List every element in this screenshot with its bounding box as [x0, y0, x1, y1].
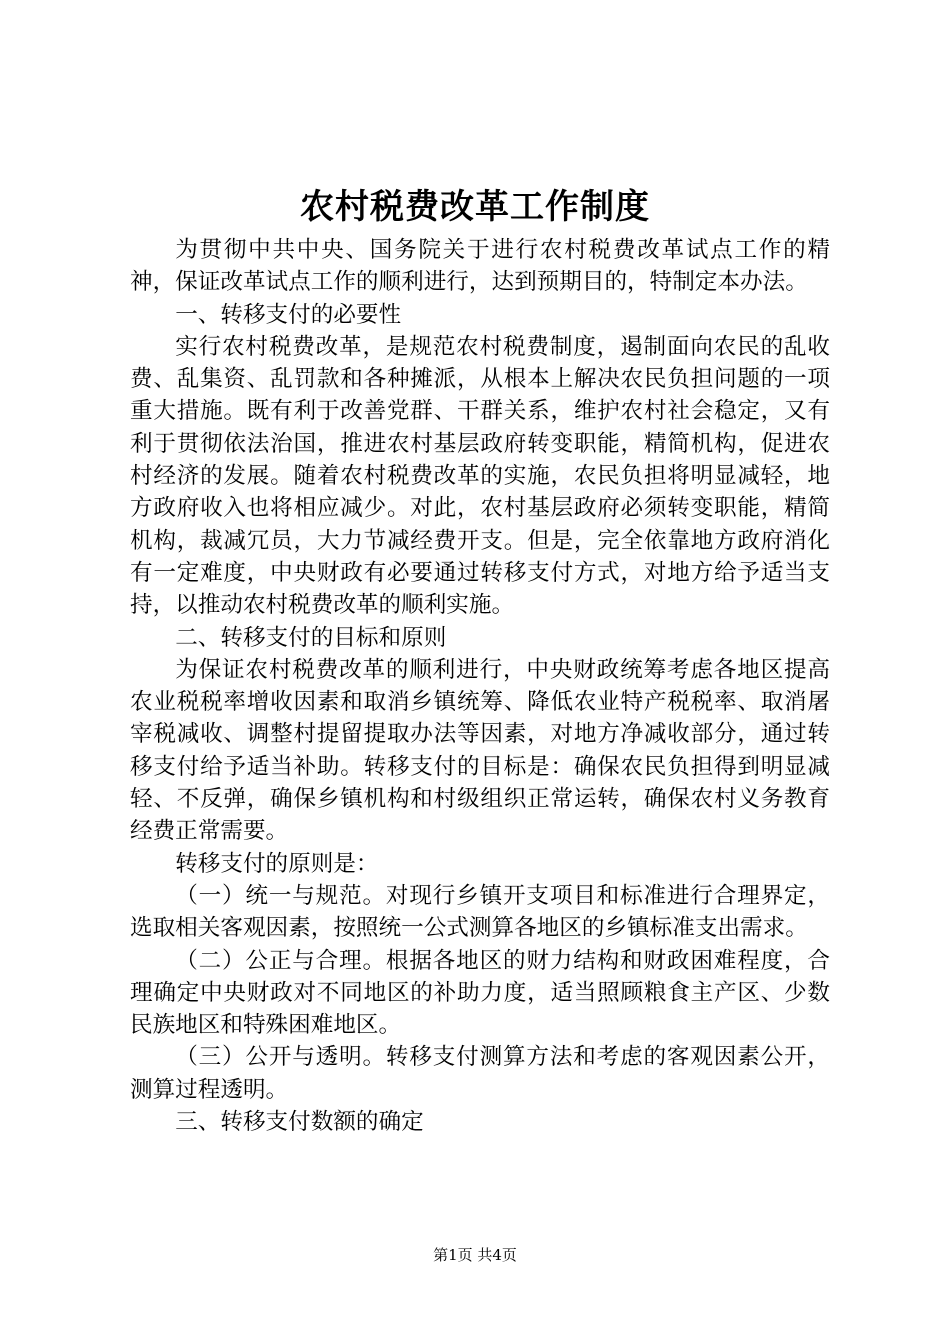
section-heading-3: 三、转移支付数额的确定 — [175, 1109, 424, 1136]
paragraph-principles-intro: 转移支付的原则是： — [175, 850, 379, 877]
section-heading-2: 二、转移支付的目标和原则 — [175, 624, 447, 651]
paragraph-goals: 为保证农村税费改革的顺利进行，中央财政统筹考虑各地区提高农业税税率增收因素和取消乡镇统筹、降低农业特产税税率、取消屠宰税减收、调整村提留提取办法等因素，对地方净减收部分，通过转移支付给予适当补助。转移支付的目标是：确保农民负担得到明显减轻、不反弹，确保乡镇机构和村级组织正常运转，确保农村义务教育经费正常需要。 — [130, 656, 830, 845]
paragraph-necessity: 实行农村税费改革，是规范农村税费制度，遏制面向农民的乱收费、乱集资、乱罚款和各种摊派，从根本上解决农民负担问题的一项重大措施。既有利于改善党群、干群关系，维护农村社会稳定，又有利于贯彻依法治国，推进农村基层政府转变职能，精简机构，促进农村经济的发展。随着农村税费改革的实施，农民负担将明显减轻，地方政府收入也将相应减少。对此，农村基层政府必须转变职能，精简机构，裁减冗员，大力节减经费开支。但是，完全依靠地方政府消化有一定难度，中央财政有必要通过转移支付方式，对地方给予适当支持，以推动农村税费改革的顺利实施。 — [130, 333, 830, 619]
paragraph-intro: 为贯彻中共中央、国务院关于进行农村税费改革试点工作的精神，保证改革试点工作的顺利进行，达到预期目的，特制定本办法。 — [130, 237, 830, 296]
principle-item-2: （二）公正与合理。根据各地区的财力结构和财政困难程度，合理确定中央财政对不同地区的补助力度，适当照顾粮食主产区、少数民族地区和特殊困难地区。 — [130, 947, 830, 1039]
principle-item-3: （三）公开与透明。转移支付测算方法和考虑的客观因素公开，测算过程透明。 — [130, 1044, 830, 1103]
principle-item-1: （一）统一与规范。对现行乡镇开支项目和标准进行合理界定，选取相关客观因素，按照统一公式测算各地区的乡镇标准支出需求。 — [130, 882, 830, 942]
section-heading-1: 一、转移支付的必要性 — [175, 301, 402, 328]
document-title: 农村税费改革工作制度 — [300, 187, 650, 227]
document-body — [130, 234, 830, 1138]
page-number-footer: 第1页 共4页 — [433, 1246, 517, 1264]
